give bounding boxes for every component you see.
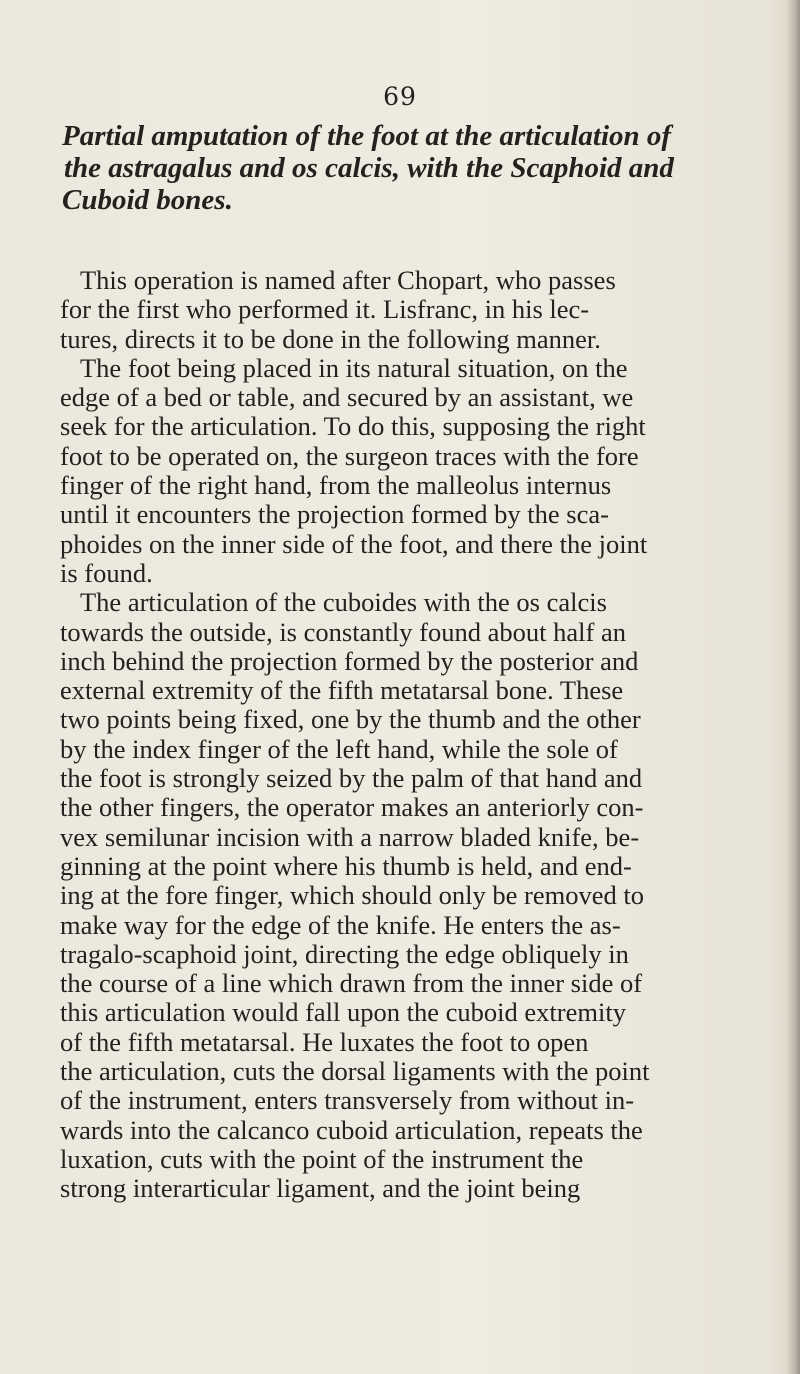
text-line: of the fifth metatarsal. He luxates the foot to open <box>60 1026 589 1057</box>
text-line: This operation is named after Chopart, who passes <box>80 265 616 295</box>
text-line: wards into the calcanco cuboid articulation, repeats the <box>60 1114 643 1145</box>
section-title <box>62 120 742 216</box>
text-line: the course of a line which drawn from the inner side of <box>60 968 643 999</box>
text-line: edge of a bed or table, and secured by an assistant, we <box>60 382 634 413</box>
text-line: finger of the right hand, from the malleolus internus <box>60 470 612 501</box>
text-line: tures, directs it to be done in the following manner. <box>60 323 601 354</box>
text-line: inch behind the projection formed by the posterior and <box>60 645 639 676</box>
text-line: luxation, cuts with the point of the instrument the <box>60 1143 584 1174</box>
text-line: The foot being placed in its natural situation, on the <box>80 352 628 383</box>
text-line: The articulation of the cuboides with the os calcis <box>80 587 607 618</box>
text-line: by the index finger of the left hand, while the sole of <box>60 733 618 764</box>
text-line: towards the outside, is constantly found about half an <box>60 616 626 647</box>
text-line: make way for the edge of the knife. He enters the as- <box>60 909 621 940</box>
text-line: the foot is strongly seized by the palm of that hand and <box>60 763 643 794</box>
page-number: 69 <box>383 82 417 111</box>
text-line: for the first who performed it. Lisfranc, in his lec- <box>60 294 590 325</box>
text-line: ing at the fore finger, which should only be removed to <box>60 880 644 911</box>
text-line: the other fingers, the operator makes an anteriorly con- <box>60 792 644 823</box>
text-line: the articulation, cuts the dorsal ligaments with the point <box>60 1056 650 1087</box>
page-edge-shadow <box>786 0 800 1374</box>
text-line: vex semilunar incision with a narrow bladed knife, be- <box>60 821 640 852</box>
text-line: strong interarticular ligament, and the joint being <box>60 1173 581 1204</box>
body-text <box>60 266 750 1204</box>
title-line: Cuboid bones. <box>62 184 233 216</box>
text-line: external extremity of the fifth metatarsal bone. These <box>60 675 624 706</box>
title-line: the astragalus and os calcis, with the Scaphoid and <box>64 152 674 184</box>
text-line: ginning at the point where his thumb is held, and end- <box>60 850 632 881</box>
text-line: foot to be operated on, the surgeon traces with the fore <box>60 440 639 471</box>
text-line: tragalo-scaphoid joint, directing the edge obliquely in <box>60 938 629 969</box>
text-line: this articulation would fall upon the cuboid extremity <box>60 997 626 1028</box>
text-line: is found. <box>60 557 153 588</box>
text-line: seek for the articulation. To do this, supposing the right <box>60 411 646 442</box>
text-line: of the instrument, enters transversely from without in- <box>60 1085 635 1116</box>
text-line: until it encounters the projection formed by the sca- <box>60 499 609 530</box>
text-line: two points being fixed, one by the thumb and the other <box>60 704 641 735</box>
title-line: Partial amputation of the foot at the articulation of <box>62 120 672 152</box>
text-line: phoides on the inner side of the foot, and there the joint <box>60 528 648 559</box>
